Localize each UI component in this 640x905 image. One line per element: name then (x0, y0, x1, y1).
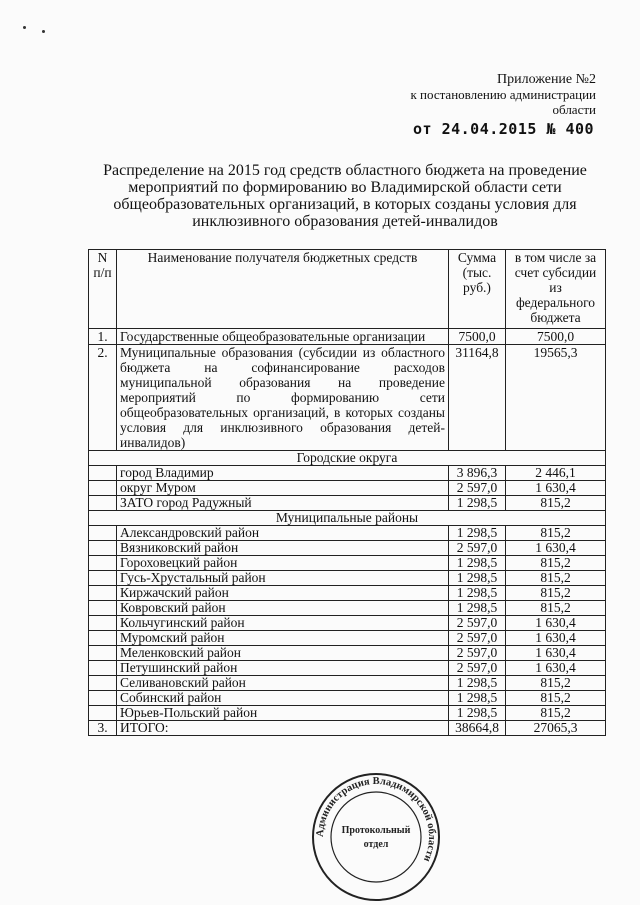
row-federal: 815,2 (506, 586, 606, 601)
row-name: Муниципальные образования (субсидии из областного бюджета на софинансирование расходов муниципальной образования на проведение мероприятий по формированию сети общеобразовательных организаций, в которых созданы условия для инклюзивного образования детей-инвалидов) (117, 345, 449, 451)
row-name: Юрьев-Польский район (117, 706, 449, 721)
section-row (89, 451, 606, 466)
header-name: Наименование получателя бюджетных средств (117, 250, 449, 329)
resolution-date-stamp: от 24.04.2015 № 400 (413, 120, 595, 138)
row-sum: 1 298,5 (449, 496, 506, 511)
table-row (89, 526, 606, 541)
table-row (89, 691, 606, 706)
row-name: Петушинский район (117, 661, 449, 676)
scan-speck (42, 30, 45, 33)
table-row (89, 541, 606, 556)
table-row (89, 466, 606, 481)
row-sum: 1 298,5 (449, 556, 506, 571)
table-row (89, 345, 606, 451)
row-federal: 2 446,1 (506, 466, 606, 481)
official-seal (308, 773, 444, 901)
seal-outer-ring (313, 774, 439, 900)
row-num (89, 661, 117, 676)
row-sum: 1 298,5 (449, 571, 506, 586)
row-sum: 2 597,0 (449, 646, 506, 661)
row-sum: 7500,0 (449, 329, 506, 345)
row-num (89, 541, 117, 556)
header-num: N п/п (89, 250, 117, 329)
row-federal: 1 630,4 (506, 541, 606, 556)
document-title: Распределение на 2015 год средств областного бюджета на проведение мероприятий по формированию во Владимирской области сети общеобразовательных организаций, в которых созданы условия для инклюзивного образования детей-инвалидов (103, 162, 587, 230)
row-federal: 1 630,4 (506, 481, 606, 496)
row-num (89, 601, 117, 616)
row-name: округ Муром (117, 481, 449, 496)
row-sum: 31164,8 (449, 345, 506, 451)
row-sum: 2 597,0 (449, 631, 506, 646)
table-row (89, 646, 606, 661)
table-row (89, 676, 606, 691)
row-sum: 2 597,0 (449, 481, 506, 496)
row-num (89, 526, 117, 541)
row-name: Гусь-Хрустальный район (117, 571, 449, 586)
section-urban-districts: Городские округа (89, 451, 606, 466)
row-federal: 815,2 (506, 676, 606, 691)
row-federal: 815,2 (506, 556, 606, 571)
table-row (89, 706, 606, 721)
row-num (89, 481, 117, 496)
row-num (89, 631, 117, 646)
row-federal: 815,2 (506, 691, 606, 706)
section-municipal-districts: Муниципальные районы (89, 511, 606, 526)
table-row (89, 481, 606, 496)
row-federal: 1 630,4 (506, 646, 606, 661)
appendix-resolution: к постановлению администрации (410, 87, 596, 102)
row-name: Муромский район (117, 631, 449, 646)
table-row (89, 556, 606, 571)
table-row (89, 661, 606, 676)
distribution-table (88, 249, 606, 736)
row-sum: 2 597,0 (449, 541, 506, 556)
row-federal: 1 630,4 (506, 616, 606, 631)
total-sum: 38664,8 (449, 721, 506, 736)
row-sum: 1 298,5 (449, 601, 506, 616)
row-federal: 815,2 (506, 601, 606, 616)
row-federal: 815,2 (506, 526, 606, 541)
row-federal: 1 630,4 (506, 631, 606, 646)
seal-inner-ring (331, 792, 421, 882)
header-sum: Сумма (тыс. руб.) (449, 250, 506, 329)
row-num (89, 586, 117, 601)
table-row (89, 601, 606, 616)
row-name: Государственные общеобразовательные организации (117, 329, 449, 345)
row-name: ЗАТО город Радужный (117, 496, 449, 511)
row-federal: 7500,0 (506, 329, 606, 345)
section-row (89, 511, 606, 526)
seal-center-line1: Протокольный (341, 825, 411, 836)
seal-center-line2: отдел (363, 839, 389, 850)
row-name: Собинский район (117, 691, 449, 706)
row-name: Вязниковский район (117, 541, 449, 556)
row-num (89, 556, 117, 571)
row-num: 2. (89, 345, 117, 451)
row-federal: 815,2 (506, 496, 606, 511)
row-federal: 815,2 (506, 706, 606, 721)
table-row (89, 496, 606, 511)
table-row (89, 586, 606, 601)
row-num (89, 616, 117, 631)
scan-speck (23, 26, 26, 29)
table-header-row (89, 250, 606, 329)
row-name: Ковровский район (117, 601, 449, 616)
appendix-region: области (552, 102, 596, 117)
table-row (89, 631, 606, 646)
row-federal: 19565,3 (506, 345, 606, 451)
row-federal: 1 630,4 (506, 661, 606, 676)
row-sum: 1 298,5 (449, 676, 506, 691)
row-num (89, 571, 117, 586)
header-federal: в том числе за счет субсидии из федерального бюджета (506, 250, 606, 329)
appendix-number: Приложение №2 (497, 72, 596, 87)
row-sum: 2 597,0 (449, 661, 506, 676)
row-name: Меленковский район (117, 646, 449, 661)
row-federal: 815,2 (506, 571, 606, 586)
row-sum: 1 298,5 (449, 526, 506, 541)
row-sum: 1 298,5 (449, 706, 506, 721)
row-num (89, 706, 117, 721)
table-row (89, 571, 606, 586)
row-num (89, 646, 117, 661)
row-name: Гороховецкий район (117, 556, 449, 571)
seal-ring-text: Администрация Владимирской области (314, 775, 438, 864)
appendix-header (410, 72, 596, 117)
row-name: Селивановский район (117, 676, 449, 691)
table-row (89, 329, 606, 345)
total-row (89, 721, 606, 736)
row-name: Кольчугинский район (117, 616, 449, 631)
row-name: город Владимир (117, 466, 449, 481)
row-name: Александровский район (117, 526, 449, 541)
total-federal: 27065,3 (506, 721, 606, 736)
row-num: 1. (89, 329, 117, 345)
row-sum: 3 896,3 (449, 466, 506, 481)
row-sum: 2 597,0 (449, 616, 506, 631)
row-num (89, 676, 117, 691)
total-label: ИТОГО: (117, 721, 449, 736)
row-num (89, 496, 117, 511)
row-num (89, 691, 117, 706)
row-sum: 1 298,5 (449, 586, 506, 601)
table-row (89, 616, 606, 631)
row-num (89, 466, 117, 481)
row-name: Киржачский район (117, 586, 449, 601)
total-num: 3. (89, 721, 117, 736)
row-sum: 1 298,5 (449, 691, 506, 706)
